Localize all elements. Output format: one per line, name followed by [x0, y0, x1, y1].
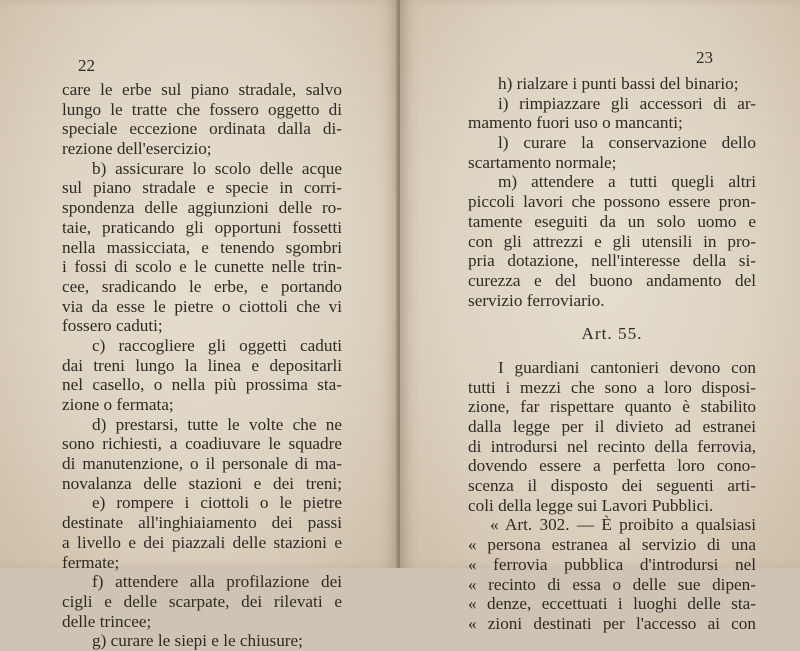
text-line: spondenza delle aggiunzioni delle ro-	[62, 198, 342, 218]
text-line: a livello e dei piazzali delle stazioni e	[62, 532, 342, 552]
page-number-right: 23	[696, 48, 713, 67]
text-line: nel casello, o nella più prossima sta-	[62, 375, 342, 395]
text-line: « denze, eccettuati i luoghi delle sta-	[468, 594, 756, 614]
text-line: di introdursi nel recinto della ferrovia,	[468, 436, 756, 456]
text-line: via da esse le pietre o ciottoli che vi	[62, 296, 342, 316]
text-line: l) curare la conservazione dello	[498, 133, 756, 153]
text-line: tamente eseguiti da un solo uomo e	[468, 211, 756, 231]
text-line: cigli e delle scarpate, dei rilevati e	[62, 591, 342, 611]
text-line: pria dotazione, nell'interesse della si-	[468, 251, 756, 271]
text-line: d) prestarsi, tutte le volte che ne	[92, 414, 342, 434]
left-page-text	[62, 80, 342, 651]
text-line: care le erbe sul piano stradale, salvo	[62, 80, 342, 99]
text-line: nella massicciata, e tenendo sgombri	[62, 237, 342, 257]
left-page	[0, 0, 398, 651]
text-line: « recinto di essa o delle sue dipen-	[468, 574, 756, 594]
text-line: e) rompere i ciottoli o le pietre	[92, 493, 342, 513]
text-line: dai treni lungo la linea e depositarli	[62, 355, 342, 375]
text-line: « Art. 302. — È proibito a qualsiasi	[490, 515, 756, 535]
text-line: scartamento normale;	[468, 152, 617, 172]
text-line: destinate all'inghiaiamento dei passi	[62, 513, 342, 533]
text-line: i fossi di scolo e le cunette nelle trin-	[62, 257, 342, 277]
text-line: delle trincee;	[62, 611, 152, 631]
text-line: piccoli lavori che possono essere pron-	[468, 192, 756, 212]
text-line: di manutenzione, o il personale di ma-	[62, 454, 342, 474]
text-line: « zioni destinati per l'accesso ai con	[468, 613, 756, 633]
text-line: m) attendere a tutti quegli altri	[498, 172, 756, 192]
text-line: fossero caduti;	[62, 316, 163, 336]
text-line: rezione dell'esercizio;	[62, 139, 212, 159]
text-line: i) rimpiazzare gli accessori di ar-	[498, 93, 756, 113]
text-line: lungo le tratte che fossero oggetto di	[62, 99, 342, 119]
article-heading: Art. 55.	[581, 324, 643, 344]
text-line: cee, sradicando le erbe, e portando	[62, 276, 342, 296]
text-line: « ferrovia pubblica d'introdursi nel	[468, 554, 756, 574]
text-line: speciale eccezione ordinata dalla di-	[62, 119, 342, 139]
text-line: coli della legge sui Lavori Pubblici.	[468, 495, 714, 515]
text-line: scenza il disposto dei seguenti arti-	[468, 476, 756, 496]
text-line: servizio ferroviario.	[468, 290, 605, 310]
text-line: tutti i mezzi che sono a loro disposi-	[468, 377, 756, 397]
text-line: con gli attrezzi e gli utensili in pro-	[468, 231, 756, 251]
text-line: curezza e del buono andamento del	[468, 270, 756, 290]
text-line: sono richiesti, a coadiuvare le squadre	[62, 434, 342, 454]
text-line: dovendo essere a perfetta loro cono-	[468, 456, 756, 476]
text-line: zione, far rispettare quanto è stabilito	[468, 397, 756, 417]
page-number-left: 22	[78, 56, 95, 75]
text-line: I guardiani cantonieri devono con	[498, 357, 756, 377]
text-line: c) raccogliere gli oggetti caduti	[92, 335, 342, 355]
text-line: fermate;	[62, 552, 120, 572]
text-line: g) curare le siepi e le chiusure;	[92, 631, 303, 651]
text-line: novalanza delle stazioni e dei treni;	[62, 473, 342, 493]
text-line: h) rialzare i punti bassi del binario;	[498, 74, 739, 93]
text-line: sul piano stradale e specie in corri-	[62, 178, 342, 198]
text-line: f) attendere alla profilazione dei	[92, 572, 342, 592]
text-line: mamento fuori uso o mancanti;	[468, 113, 683, 133]
text-line: zione o fermata;	[62, 395, 174, 414]
text-line: b) assicurare lo scolo delle acque	[92, 158, 342, 178]
text-line: « persona estranea al servizio di una	[468, 535, 756, 555]
text-line: dalla legge per il divieto ad estranei	[468, 417, 756, 436]
right-page	[400, 0, 800, 633]
right-page-text	[468, 74, 756, 634]
text-line: taie, praticando gli opportuni fossetti	[62, 217, 342, 237]
